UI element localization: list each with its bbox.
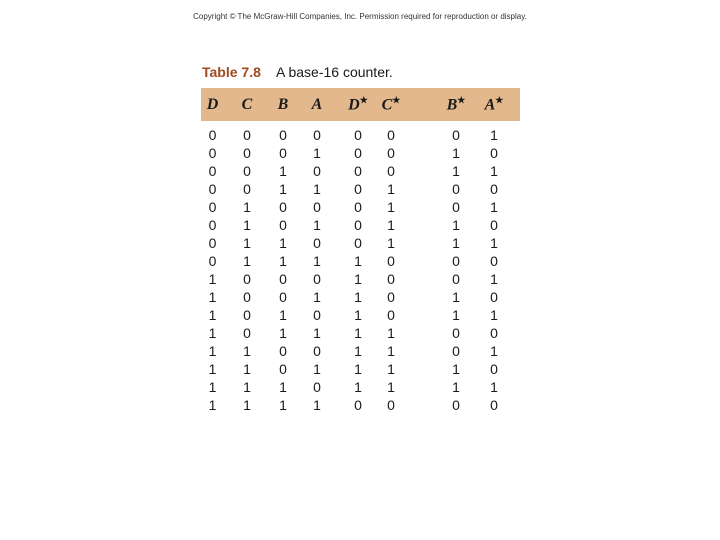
- table-cell-present: 0: [243, 271, 251, 287]
- table-cell-gap: [404, 121, 444, 144]
- table-cell-present: 0: [279, 127, 287, 143]
- header-next-b-letter: B: [446, 96, 458, 114]
- table-cell-present: 1: [243, 253, 251, 269]
- table-cell-next: 0: [387, 289, 395, 305]
- table-cell-present: 1: [313, 289, 321, 305]
- table-cell-next: 1: [452, 163, 460, 179]
- table-cell-present: 0: [243, 181, 251, 197]
- table-cell-present: 0: [313, 271, 321, 287]
- table-cell-next: 1: [452, 217, 460, 233]
- table-cell-next: 0: [387, 307, 395, 323]
- table-cell-next: 0: [490, 325, 498, 341]
- table-cell-gap: [404, 162, 444, 180]
- table-cell-next: 0: [490, 289, 498, 305]
- table-cell-gap: [404, 324, 444, 342]
- table-cell-present: 0: [208, 253, 217, 269]
- table-row: [201, 360, 520, 378]
- table-cell-next: 0: [387, 397, 395, 413]
- table-cell-gap: [404, 180, 444, 198]
- table-cell-gap: [404, 216, 444, 234]
- table-cell-present: 0: [279, 361, 287, 377]
- table-cell-next: 1: [490, 199, 498, 215]
- table-cell-present: 1: [208, 343, 217, 359]
- table-cell-present: 1: [313, 361, 321, 377]
- table-cell-present: 1: [313, 325, 321, 341]
- table-cell-next: 0: [354, 127, 362, 143]
- table-cell-present: 0: [208, 199, 217, 215]
- table-cell-next: 1: [490, 163, 498, 179]
- table-cell-present: 0: [279, 271, 287, 287]
- table-cell-present: 0: [279, 145, 287, 161]
- table-cell-next: 1: [354, 325, 362, 341]
- table-cell-next: 0: [452, 199, 460, 215]
- header-next-d-letter: D: [348, 96, 360, 114]
- counter-table: [201, 88, 520, 414]
- table-cell-present: 1: [279, 379, 287, 395]
- table-cell-next: 1: [490, 379, 498, 395]
- table-header-row: [201, 88, 520, 121]
- table-cell-next: 1: [452, 145, 460, 161]
- table-cell-present: 1: [243, 235, 251, 251]
- table-cell-next: 0: [354, 163, 362, 179]
- table-cell-present: 1: [279, 235, 287, 251]
- table-cell-next: 1: [354, 307, 362, 323]
- table-row: [201, 121, 520, 144]
- table-body: [201, 121, 520, 414]
- table-cell-present: 1: [243, 397, 251, 413]
- table-cell-present: 1: [208, 397, 217, 413]
- table-row: [201, 162, 520, 180]
- header-present-c: C: [224, 88, 270, 121]
- header-next-a-letter: A: [484, 96, 496, 114]
- table-cell-gap: [404, 288, 444, 306]
- header-present-a: A: [296, 88, 338, 121]
- table-cell-gap: [404, 360, 444, 378]
- table-cell-present: 0: [313, 235, 321, 251]
- header-next-b: [444, 88, 468, 121]
- table-cell-present: 0: [243, 325, 251, 341]
- table-cell-next: 1: [354, 271, 362, 287]
- table-cell-present: 1: [313, 145, 321, 161]
- table-row: [201, 216, 520, 234]
- table-cell-present: 1: [243, 343, 251, 359]
- table-cell-next: 1: [354, 289, 362, 305]
- table-cell-next: 1: [387, 343, 395, 359]
- star-glyph: ★: [392, 94, 401, 105]
- table-cell-present: 0: [313, 379, 321, 395]
- table-cell-next: 1: [387, 217, 395, 233]
- table-cell-present: 1: [313, 181, 321, 197]
- table-cell-present: 1: [208, 307, 217, 323]
- table-cell-next: 1: [387, 181, 395, 197]
- table-cell-present: 0: [208, 235, 217, 251]
- table-cell-next: 0: [452, 271, 460, 287]
- table-cell-present: 1: [208, 379, 217, 395]
- table-cell-present: 1: [313, 253, 321, 269]
- table-cell-next: 0: [490, 397, 498, 413]
- table-cell-present: 1: [243, 217, 251, 233]
- table-cell-present: 1: [313, 217, 321, 233]
- table-cell-next: 1: [387, 235, 395, 251]
- table-cell-next: 0: [490, 181, 498, 197]
- table-cell-next: 0: [354, 145, 362, 161]
- table-cell-present: 0: [313, 343, 321, 359]
- table-cell-present: 1: [208, 289, 217, 305]
- table-cell-next: 0: [354, 217, 362, 233]
- header-next-c-letter: C: [381, 96, 393, 114]
- star-glyph: ★: [359, 94, 368, 105]
- table-row: [201, 396, 520, 414]
- table-cell-next: 0: [490, 361, 498, 377]
- table-cell-present: 1: [313, 397, 321, 413]
- table-cell-next: 0: [490, 145, 498, 161]
- header-next-d: [338, 88, 378, 121]
- table-cell-present: 0: [208, 127, 217, 143]
- table-cell-present: 0: [313, 307, 321, 323]
- table-cell-present: 0: [313, 127, 321, 143]
- table-cell-next: 0: [387, 145, 395, 161]
- table-cell-present: 1: [279, 181, 287, 197]
- table-cell-present: 0: [243, 289, 251, 305]
- table-cell-present: 1: [208, 325, 217, 341]
- table-cell-present: 1: [208, 271, 217, 287]
- table-cell-present: 0: [243, 145, 251, 161]
- table-cell-present: 0: [279, 343, 287, 359]
- table-row: [201, 270, 520, 288]
- table-cell-gap: [404, 378, 444, 396]
- table-cell-next: 0: [452, 127, 460, 143]
- header-gap: [404, 88, 444, 121]
- table-cell-present: 1: [279, 325, 287, 341]
- table-cell-next: 1: [490, 127, 498, 143]
- table-cell-next: 1: [452, 361, 460, 377]
- table-cell-gap: [404, 342, 444, 360]
- table-cell-next: 1: [387, 199, 395, 215]
- table-cell-gap: [404, 144, 444, 162]
- table-cell-next: 1: [490, 235, 498, 251]
- table-cell-next: 1: [490, 271, 498, 287]
- table-row: [201, 342, 520, 360]
- table-caption: [202, 64, 393, 80]
- header-present-b: B: [270, 88, 296, 121]
- table-cell-next: 1: [452, 235, 460, 251]
- table-cell-next: 0: [387, 163, 395, 179]
- star-glyph: ★: [495, 94, 504, 105]
- table-row: [201, 324, 520, 342]
- table-cell-present: 0: [279, 289, 287, 305]
- table-row: [201, 180, 520, 198]
- table-cell-next: 1: [490, 343, 498, 359]
- table-cell-gap: [404, 306, 444, 324]
- table-cell-next: 0: [354, 397, 362, 413]
- table-cell-present: 0: [208, 145, 217, 161]
- table-cell-next: 1: [490, 307, 498, 323]
- table-cell-present: 0: [208, 163, 217, 179]
- table-cell-present: 1: [279, 397, 287, 413]
- table-cell-gap: [404, 234, 444, 252]
- table-cell-next: 0: [452, 253, 460, 269]
- table-cell-next: 0: [387, 253, 395, 269]
- header-present-d: D: [201, 88, 224, 121]
- table-cell-next: 1: [354, 343, 362, 359]
- table-cell-gap: [404, 198, 444, 216]
- table-row: [201, 234, 520, 252]
- table-cell-next: 1: [354, 253, 362, 269]
- table-cell-present: 1: [279, 163, 287, 179]
- table-cell-next: 0: [490, 253, 498, 269]
- table-cell-present: 0: [313, 163, 321, 179]
- table-cell-next: 1: [452, 289, 460, 305]
- table-cell-next: 0: [354, 181, 362, 197]
- copyright-notice: Copyright © The McGraw-Hill Companies, Inc. Permission required for reproduction or display.: [193, 12, 527, 21]
- table-title: A base-16 counter.: [276, 64, 393, 80]
- star-glyph: ★: [457, 94, 466, 105]
- table-cell-present: 0: [243, 127, 251, 143]
- table-cell-present: 0: [208, 181, 217, 197]
- table-cell-next: 1: [387, 361, 395, 377]
- table-cell-present: 0: [279, 217, 287, 233]
- table-cell-next: 0: [452, 397, 460, 413]
- table-cell-next: 1: [354, 361, 362, 377]
- table-cell-present: 1: [208, 361, 217, 377]
- table-cell-gap: [404, 270, 444, 288]
- table-row: [201, 288, 520, 306]
- table-cell-present: 1: [243, 199, 251, 215]
- table-cell-next: 0: [452, 181, 460, 197]
- table-cell-present: 0: [243, 163, 251, 179]
- table-cell-present: 1: [279, 253, 287, 269]
- table-cell-next: 1: [452, 379, 460, 395]
- table-cell-present: 0: [313, 199, 321, 215]
- table-label: Table 7.8: [202, 64, 261, 80]
- table-cell-next: 1: [387, 379, 395, 395]
- table-row: [201, 144, 520, 162]
- table-cell-next: 1: [387, 325, 395, 341]
- table-cell-next: 0: [354, 199, 362, 215]
- table-cell-next: 0: [387, 127, 395, 143]
- table-cell-present: 0: [279, 199, 287, 215]
- table-row: [201, 306, 520, 324]
- table-cell-next: 0: [490, 217, 498, 233]
- counter-table-container: [201, 88, 520, 414]
- table-cell-present: 1: [243, 361, 251, 377]
- table-row: [201, 198, 520, 216]
- table-cell-next: 0: [452, 325, 460, 341]
- table-row: [201, 252, 520, 270]
- header-next-a: [468, 88, 520, 121]
- table-cell-gap: [404, 396, 444, 414]
- table-row: [201, 378, 520, 396]
- table-cell-next: 1: [452, 307, 460, 323]
- table-cell-next: 0: [387, 271, 395, 287]
- table-cell-next: 0: [452, 343, 460, 359]
- table-cell-present: 1: [243, 379, 251, 395]
- table-cell-present: 1: [279, 307, 287, 323]
- table-cell-present: 0: [243, 307, 251, 323]
- table-cell-gap: [404, 252, 444, 270]
- table-cell-next: 0: [354, 235, 362, 251]
- header-next-c: [378, 88, 404, 121]
- table-cell-next: 1: [354, 379, 362, 395]
- table-cell-present: 0: [208, 217, 217, 233]
